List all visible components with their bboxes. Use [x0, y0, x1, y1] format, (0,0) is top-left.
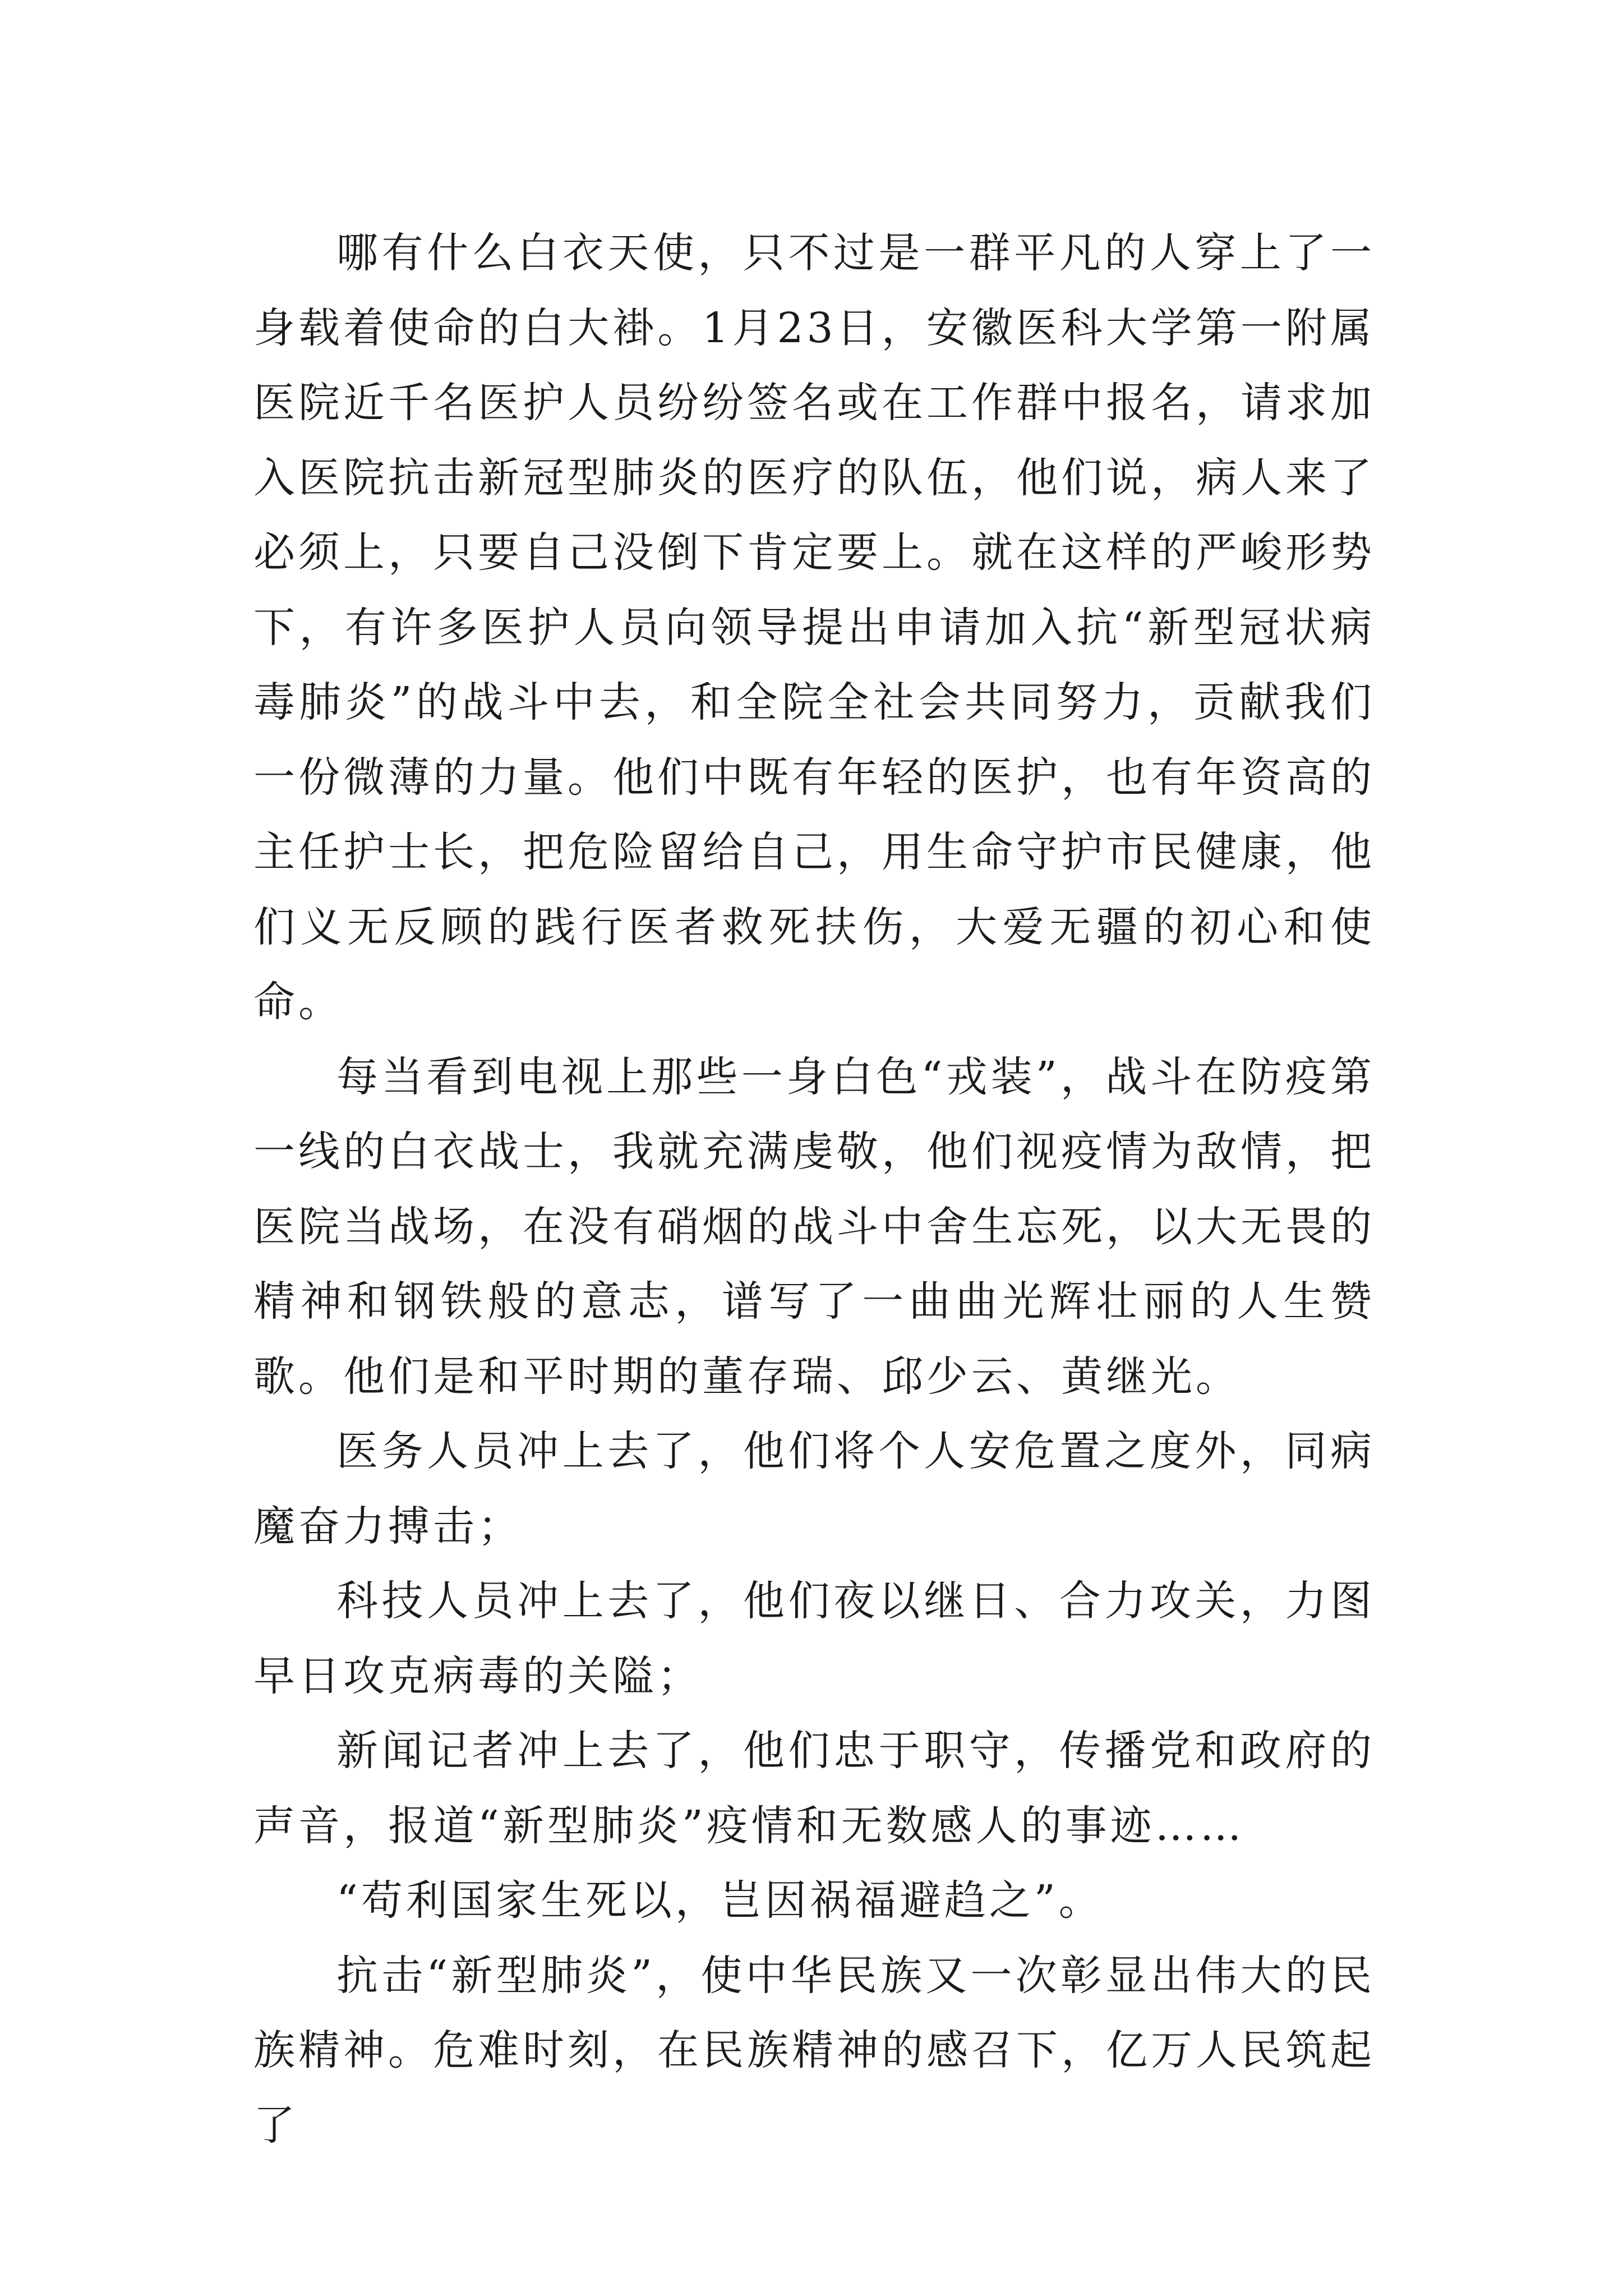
- paragraph-white-coat-angels: 哪有什么白衣天使，只不过是一群平凡的人穿上了一身载着使命的白大褂。1月23日，安徽医科大学第一附属医院近千名医护人员纷纷签名或在工作群中报名，请求加入医院抗击新冠型肺炎的医疗的队伍，他们说，病人来了必须上，只要自己没倒下肯定要上。就在这样的严峻形势下，有许多医护人员向领导提出申请加入抗“新型冠状病毒肺炎”的战斗中去，和全院全社会共同努力，贡献我们一份微薄的力量。他们中既有年轻的医护，也有年资高的主任护士长，把危险留给自己，用生命守护市民健康，他们义无反顾的践行医者救死扶伤，大爱无疆的初心和使命。: [253, 229, 1375, 1026]
- paragraph-journalists: 新闻记者冲上去了，他们忠于职守，传播党和政府的声音，报道“新型肺炎”疫情和无数感人的事迹……: [253, 1727, 1375, 1850]
- paragraph-national-spirit: 抗击“新型肺炎”，使中华民族又一次彰显出伟大的民族精神。危难时刻，在民族精神的感召下，亿万人民筑起了: [253, 1951, 1375, 2150]
- paragraph-quote: “苟利国家生死以，岂因祸福避趋之”。: [336, 1876, 1104, 1925]
- paragraph-medical-staff: 医务人员冲上去了，他们将个人安危置之度外，同病魔奋力搏击；: [253, 1427, 1375, 1550]
- paragraph-white-coat-warriors: 每当看到电视上那些一身白色“戎装”，战斗在防疫第一线的白衣战士，我就充满虔敬，他们视疫情为敌情，把医院当战场，在没有硝烟的战斗中舍生忘死，以大无畏的精神和钢铁般的意志，谱写了一曲曲光辉壮丽的人生赞歌。他们是和平时期的董存瑞、邱少云、黄继光。: [253, 1052, 1375, 1401]
- document-body: [253, 216, 1375, 2163]
- paragraph-tech-staff: 科技人员冲上去了，他们夜以继日、合力攻关，力图早日攻克病毒的关隘；: [253, 1577, 1375, 1700]
